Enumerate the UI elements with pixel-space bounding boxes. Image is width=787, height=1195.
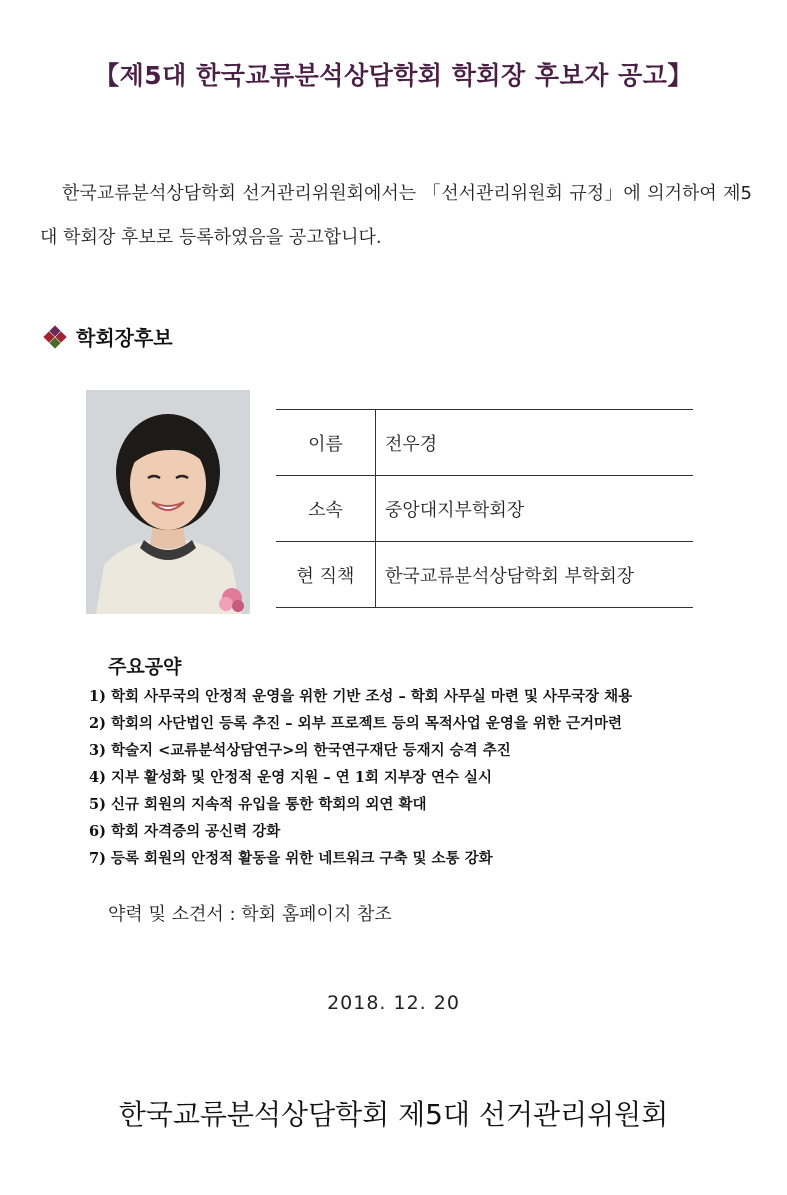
table-row <box>276 410 693 476</box>
table-row <box>276 476 693 542</box>
candidate-info-table <box>276 409 693 608</box>
candidate-photo <box>86 390 250 614</box>
affiliation-label: 소속 <box>276 476 376 542</box>
pledges-list <box>89 683 632 872</box>
position-label: 현 직책 <box>276 542 376 608</box>
name-value: 전우경 <box>376 410 694 476</box>
pledges-title: 주요공약 <box>108 656 182 678</box>
list-item: 7) 등록 회원의 안정적 활동을 위한 네트워크 구축 및 소통 강화 <box>89 850 493 867</box>
page-title: 【제5대 한국교류분석상담학회 학회장 후보자 공고】 <box>94 61 693 90</box>
intro-paragraph: 한국교류분석상담학회 선거관리위원회에서는 「선서관리위원회 규정」에 의거하여 제5대 학회장 후보로 등록하였음을 공고합니다. <box>40 183 752 248</box>
position-value: 한국교류분석상담학회 부학회장 <box>376 542 694 608</box>
section-title: 학회장후보 <box>76 326 173 350</box>
list-item: 5) 신규 회원의 지속적 유입을 통한 학회의 외연 확대 <box>89 796 427 813</box>
list-item: 6) 학회 자격증의 공신력 강화 <box>89 823 281 840</box>
affiliation-value: 중앙대지부학회장 <box>376 476 694 542</box>
section-heading <box>44 322 173 351</box>
name-label: 이름 <box>276 410 376 476</box>
issuer-footer: 한국교류분석상담학회 제5대 선거관리위원회 <box>118 1098 669 1131</box>
diamond-bullet-icon <box>44 326 66 348</box>
list-item: 2) 학회의 사단법인 등록 추진 – 외부 프로젝트 등의 목적사업 운영을 위한 근거마련 <box>89 715 622 732</box>
table-row <box>276 542 693 608</box>
announcement-date: 2018. 12. 20 <box>327 992 460 1014</box>
resume-note: 약력 및 소견서 : 학회 홈페이지 참조 <box>108 904 392 925</box>
list-item: 1) 학회 사무국의 안정적 운영을 위한 기반 조성 – 학회 사무실 마련 및 사무국장 채용 <box>89 688 633 705</box>
list-item: 3) 학술지 <교류분석상담연구>의 한국연구재단 등재지 승격 추진 <box>89 742 511 759</box>
list-item: 4) 지부 활성화 및 안정적 운영 지원 – 연 1회 지부장 연수 실시 <box>89 769 493 786</box>
